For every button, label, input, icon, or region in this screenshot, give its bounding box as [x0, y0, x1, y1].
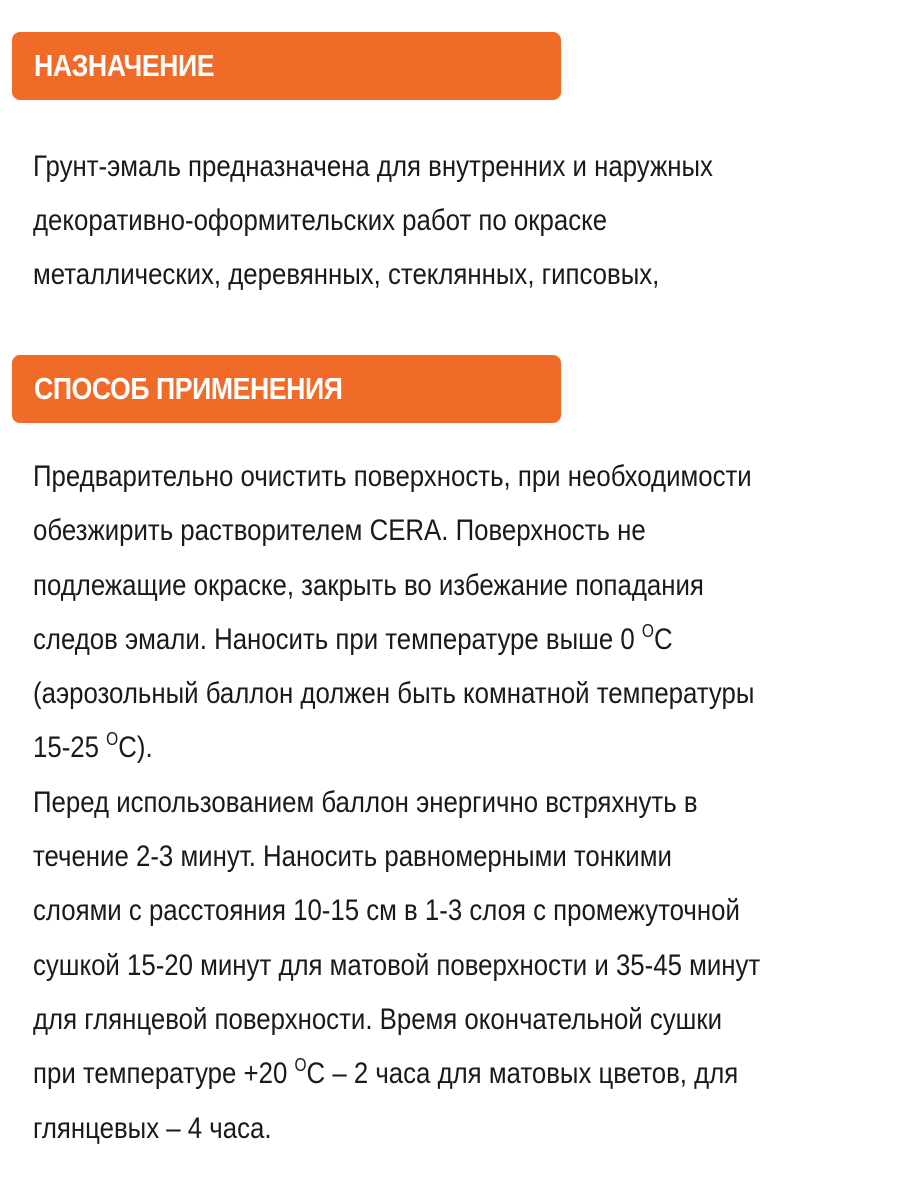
paragraph-line: декоративно-оформительских работ по окраске: [33, 204, 608, 237]
paragraph-line: сушкой 15-20 минут для матовой поверхности и 35-45 минут: [33, 948, 761, 982]
paragraph-line: слоями с расстояния 10-15 см в 1-3 слоя с промежуточной: [33, 894, 740, 928]
paragraph-line: Перед использованием баллон энергично встряхнуть в: [33, 785, 698, 819]
purpose-section-text: [33, 140, 893, 302]
paragraph-line: глянцевых – 4 часа.: [33, 1111, 272, 1145]
paragraph-line: течение 2-3 минут. Наносить равномерными тонкими: [33, 840, 672, 874]
method-section-header: [12, 355, 561, 423]
paragraph-line: [33, 613, 773, 667]
paragraph-line: Грунт-эмаль предназначена для внутренних и наружных: [33, 150, 713, 183]
paragraph-line: [33, 1047, 773, 1101]
paragraph-line: Предварительно очистить поверхность, при необходимости: [33, 460, 752, 493]
paragraph-line: для глянцевой поверхности. Время окончательной сушки: [33, 1002, 723, 1036]
line-text: следов эмали. Наносить при температуре выше 0: [33, 622, 642, 656]
purpose-section-title: НАЗНАЧЕНИЕ: [34, 48, 215, 83]
degree-superscript: O: [294, 1055, 307, 1076]
paragraph-line: металлических, деревянных, стеклянных, гипсовых,: [33, 258, 660, 291]
paragraph-line: обезжирить растворителем CERA. Поверхность не: [33, 514, 646, 548]
line-text: C).: [118, 731, 153, 765]
line-text: 15-25: [33, 731, 107, 765]
paragraph-line: подлежащие окраске, закрыть во избежание попадания: [33, 568, 704, 602]
paragraph-line: [33, 721, 773, 775]
degree-superscript: O: [106, 729, 119, 750]
line-text: при температуре +20: [33, 1057, 295, 1091]
method-section-title: СПОСОБ ПРИМЕНЕНИЯ: [34, 371, 343, 406]
purpose-section-header: [12, 32, 561, 100]
paragraph-line: (аэрозольный баллон должен быть комнатной температуры: [33, 677, 755, 711]
line-text: C – 2 часа для матовых цветов, для: [306, 1057, 739, 1091]
degree-superscript: O: [641, 620, 654, 641]
method-section-text: [33, 450, 893, 1156]
line-text: C: [653, 622, 673, 656]
